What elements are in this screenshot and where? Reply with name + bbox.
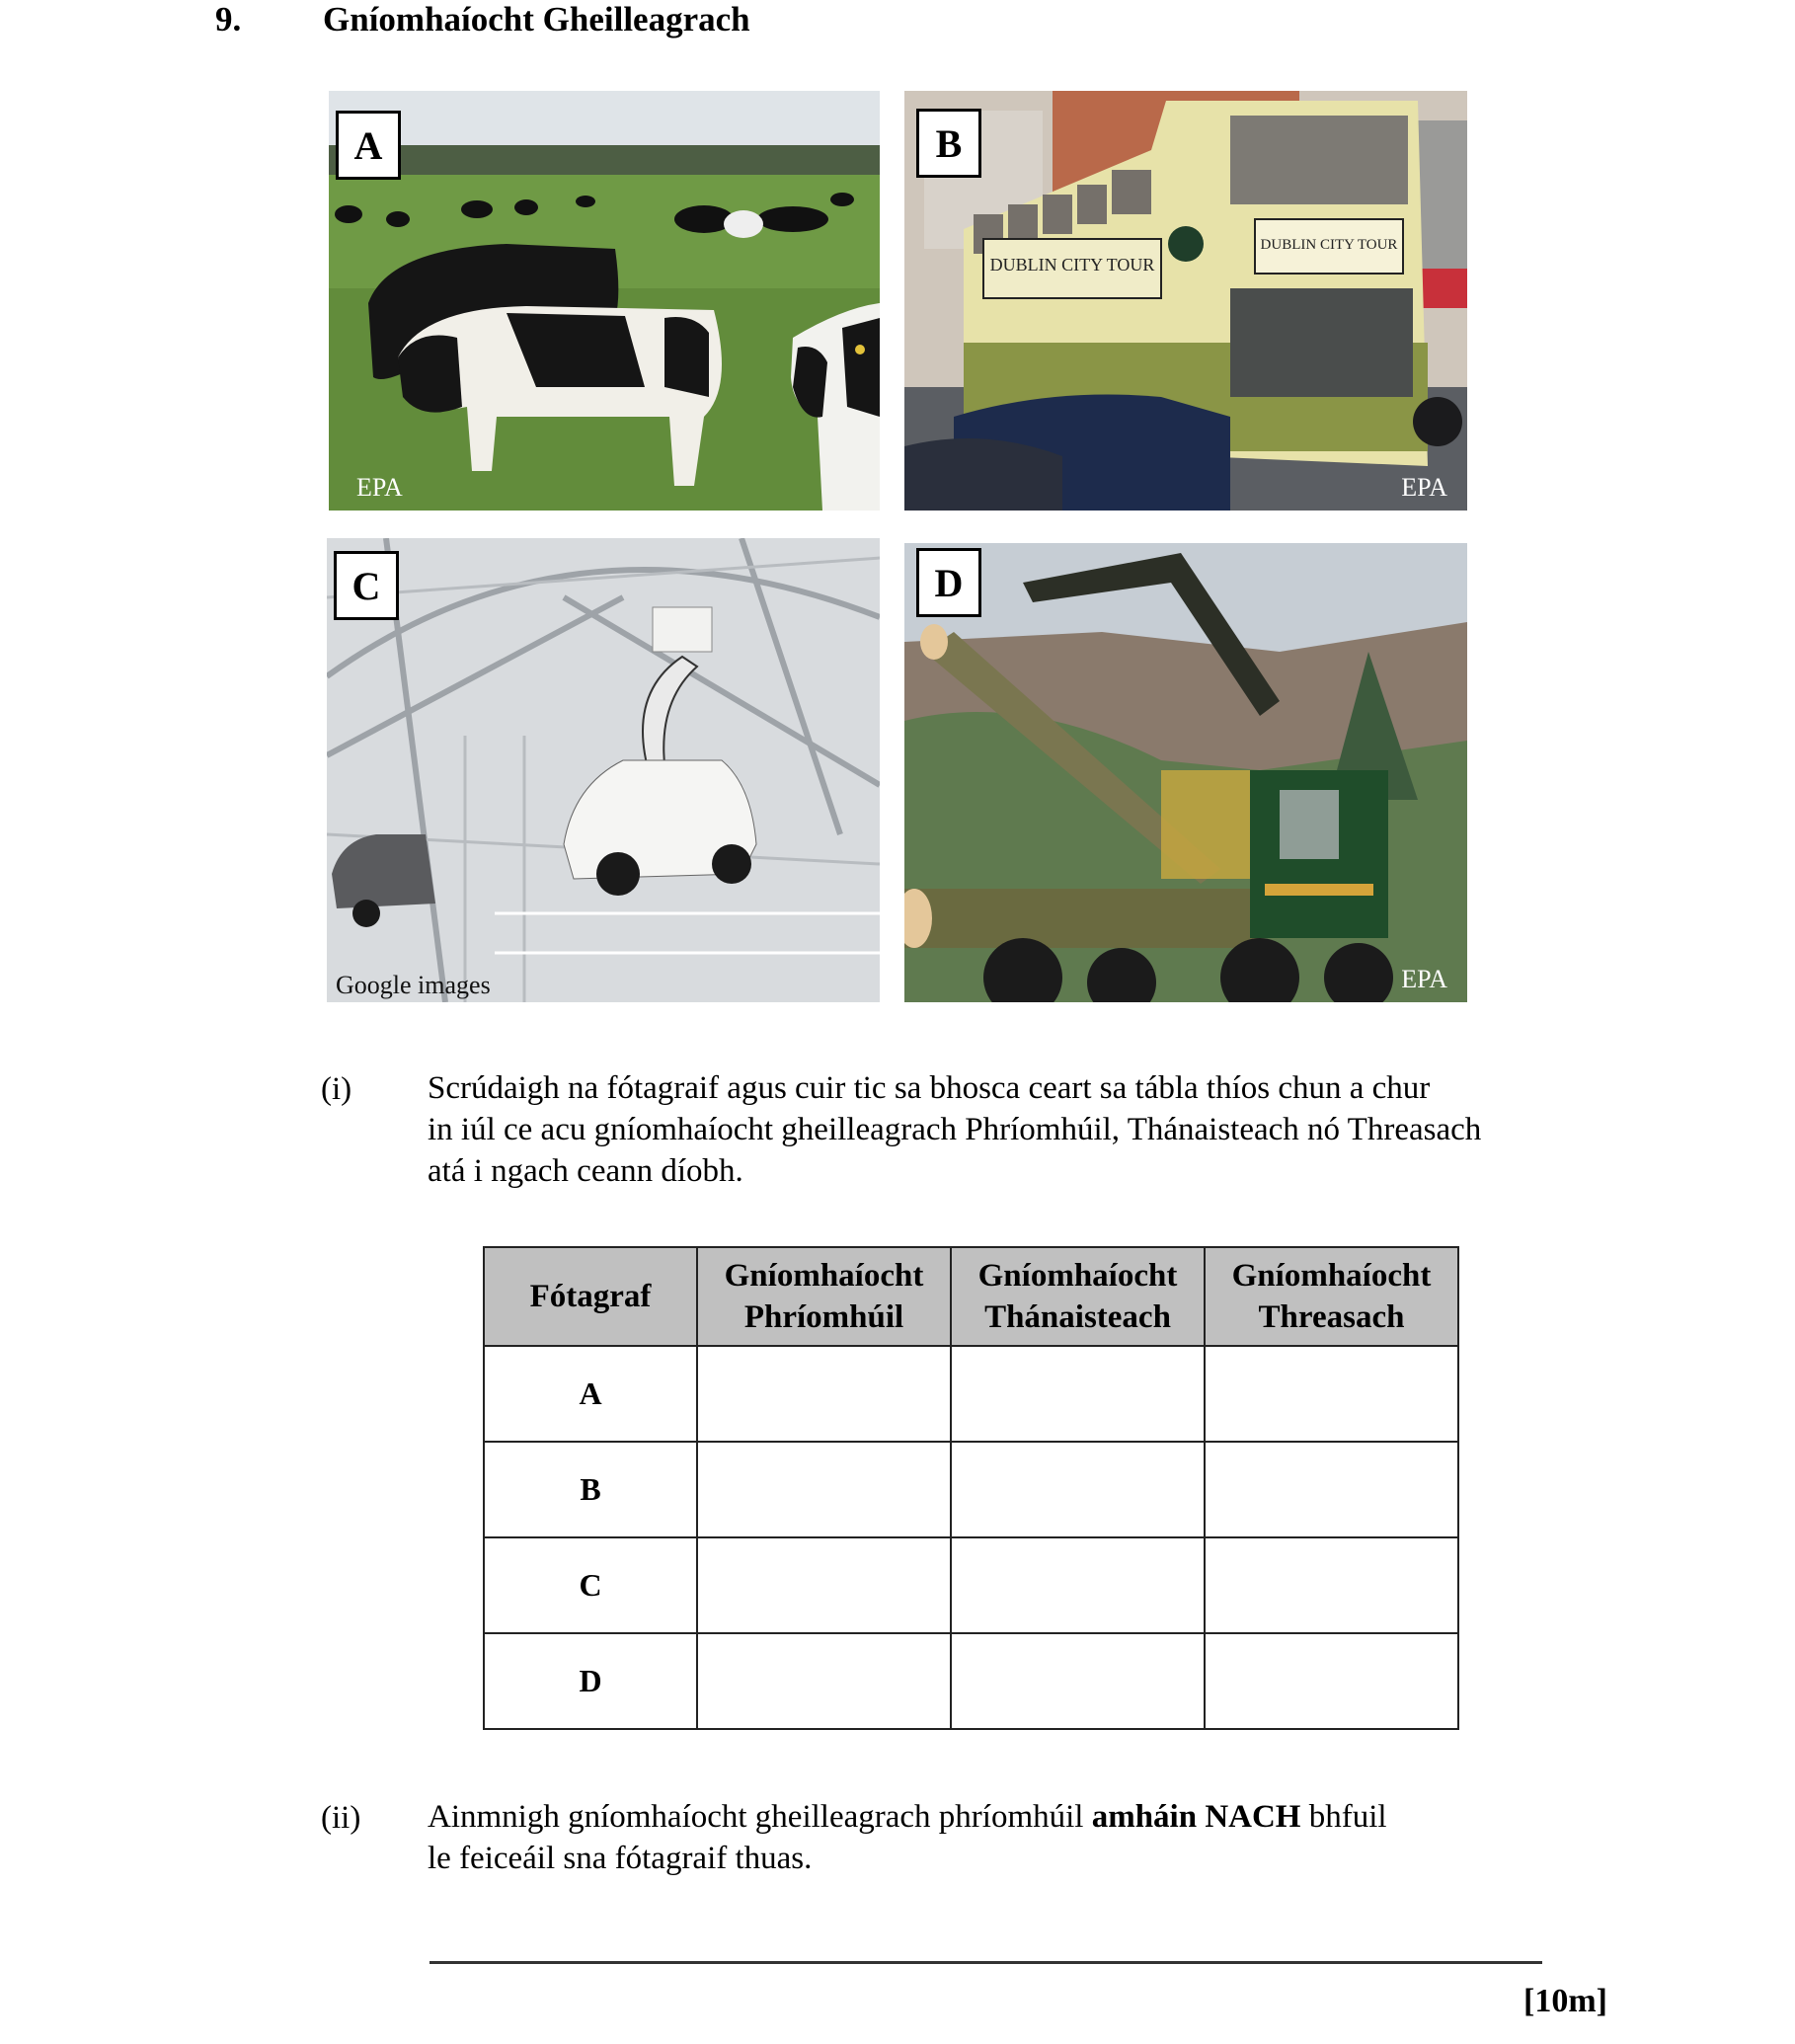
part-i-line-3: atá i ngach ceann díobh. <box>428 1153 743 1189</box>
car-factory-image <box>327 538 880 1002</box>
tick-box-a-secondary[interactable] <box>951 1346 1205 1442</box>
table-row-d <box>484 1633 1458 1729</box>
photo-b-bus <box>904 91 1467 511</box>
header-primary: Gníomhaíocht Phríomhúil <box>697 1247 951 1346</box>
classification-table <box>483 1246 1459 1730</box>
part-ii-instructions <box>428 1796 1662 1879</box>
photo-label-c: C <box>334 551 399 620</box>
photo-d-forestry <box>904 543 1467 1002</box>
row-label-d: D <box>484 1633 697 1729</box>
tick-box-c-tertiary[interactable] <box>1205 1537 1458 1633</box>
row-label-c: C <box>484 1537 697 1633</box>
photo-label-b: B <box>916 109 981 178</box>
tick-box-b-secondary[interactable] <box>951 1442 1205 1537</box>
part-i-line-2: in iúl ce acu gníomhaíocht gheilleagrach Phríomhúil, Thánaisteach nó Threasach <box>428 1112 1482 1147</box>
photo-credit-d: EPA <box>1401 965 1447 993</box>
forestry-machine-image <box>904 543 1467 1002</box>
tick-box-d-secondary[interactable] <box>951 1633 1205 1729</box>
header-secondary: Gníomhaíocht Thánaisteach <box>951 1247 1205 1346</box>
cows-field-image <box>329 91 880 511</box>
photo-credit-c: Google images <box>336 971 491 999</box>
tick-box-b-tertiary[interactable] <box>1205 1442 1458 1537</box>
bus-front-sign: DUBLIN CITY TOUR <box>1260 237 1398 253</box>
part-i-line-1: Scrúdaigh na fótagraif agus cuir tic sa bhosca ceart sa tábla thíos chun a chur <box>428 1070 1431 1106</box>
photo-label-d: D <box>916 548 981 617</box>
tick-box-d-tertiary[interactable] <box>1205 1633 1458 1729</box>
table-row-b <box>484 1442 1458 1537</box>
bus-side-sign: DUBLIN CITY TOUR <box>989 255 1155 275</box>
marks-label: [10m] <box>1523 1983 1607 2019</box>
row-label-a: A <box>484 1346 697 1442</box>
photo-a-cows <box>329 91 880 511</box>
tick-box-d-primary[interactable] <box>697 1633 951 1729</box>
part-i-label: (i) <box>321 1071 352 1107</box>
photo-credit-a: EPA <box>356 473 403 502</box>
photo-credit-b: EPA <box>1401 473 1447 502</box>
table-row-c <box>484 1537 1458 1633</box>
tick-box-c-primary[interactable] <box>697 1537 951 1633</box>
emphasis-text: amháin NACH <box>1091 1799 1301 1835</box>
tour-bus-image <box>904 91 1467 511</box>
photo-label-a: A <box>336 111 401 180</box>
tick-box-a-tertiary[interactable] <box>1205 1346 1458 1442</box>
part-ii-label: (ii) <box>321 1800 361 1836</box>
tick-box-a-primary[interactable] <box>697 1346 951 1442</box>
table-row-a <box>484 1346 1458 1442</box>
tick-box-c-secondary[interactable] <box>951 1537 1205 1633</box>
part-i-instructions <box>428 1067 1662 1192</box>
row-label-b: B <box>484 1442 697 1537</box>
part-ii-line-1: Ainmnigh gníomhaíocht gheilleagrach phríomhúil amháin NACH bhfuil <box>428 1799 1387 1835</box>
header-photograph: Fótagraf <box>484 1247 697 1346</box>
question-title: Gníomhaíocht Gheilleagrach <box>323 0 750 39</box>
table-header-row <box>484 1247 1458 1346</box>
header-tertiary: Gníomhaíocht Threasach <box>1205 1247 1458 1346</box>
part-ii-line-2: le feiceáil sna fótagraif thuas. <box>428 1841 813 1876</box>
question-number: 9. <box>215 0 242 39</box>
photo-c-factory <box>327 538 880 1002</box>
answer-line[interactable] <box>429 1961 1542 1964</box>
tick-box-b-primary[interactable] <box>697 1442 951 1537</box>
